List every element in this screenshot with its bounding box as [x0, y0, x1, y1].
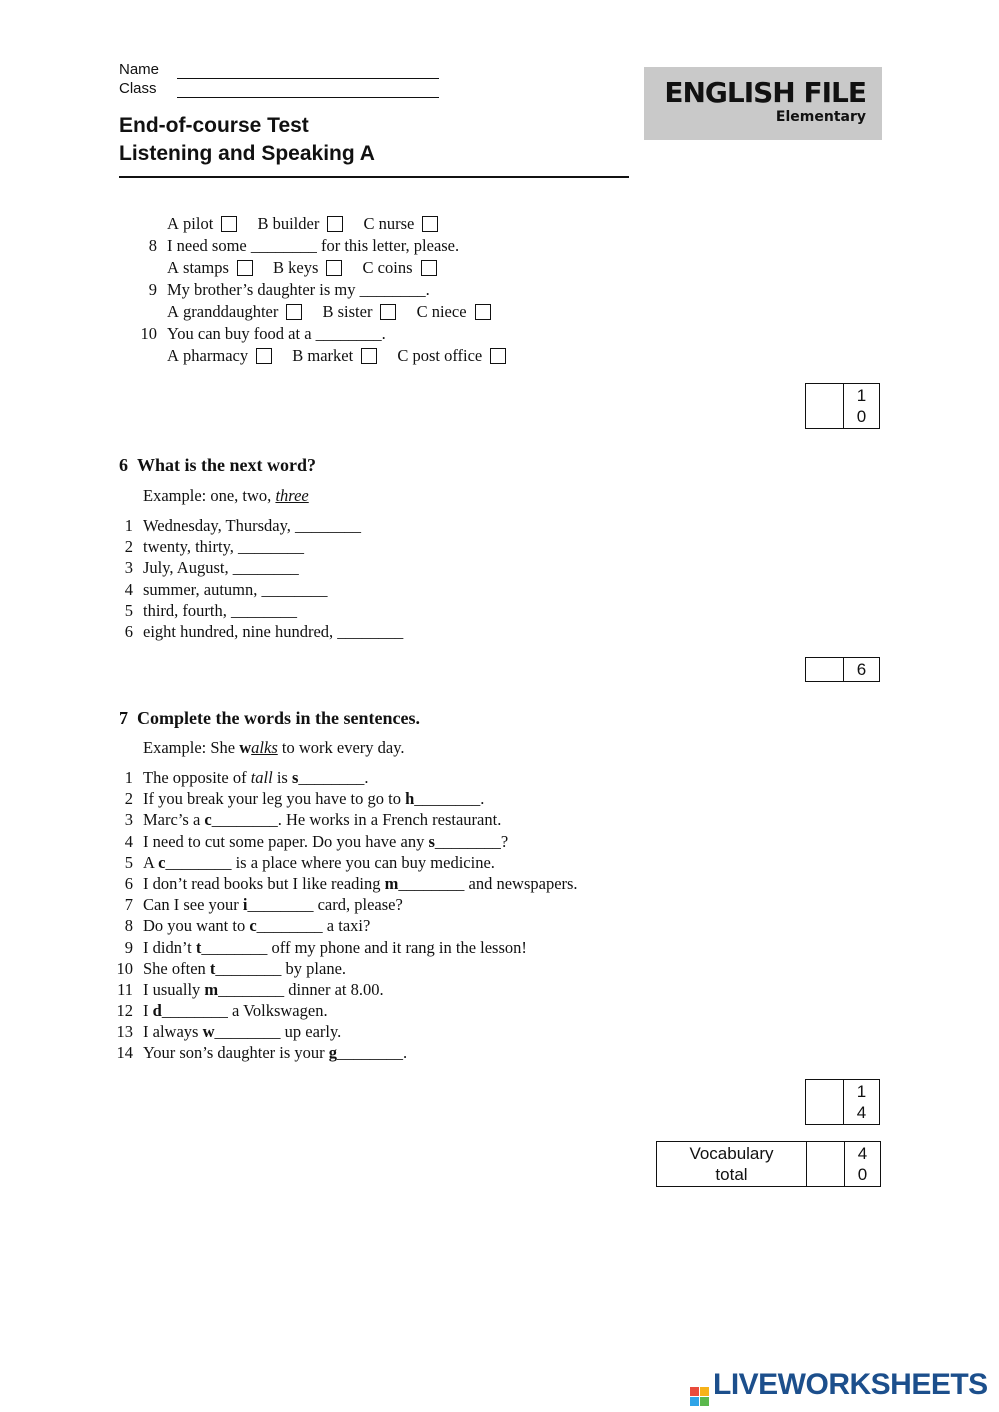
answer-letter: m	[384, 873, 399, 893]
list-item: 10 She often t________ by plane.	[116, 958, 347, 978]
name-label: Name	[119, 61, 160, 78]
answer-blank[interactable]: ________ a Volkswagen.	[161, 1001, 328, 1021]
answer-letter: s	[291, 768, 299, 787]
answer-letter: c	[249, 916, 257, 936]
logo	[644, 67, 882, 140]
answer-letter: i	[242, 895, 248, 915]
answer-letter: t	[209, 958, 216, 978]
list-item: A pharmacy B market C post office	[119, 345, 522, 367]
score-max: 1 4	[856, 1082, 867, 1122]
list-item: 6 I don’t read books but I like reading m________ and newspapers.	[124, 873, 578, 893]
list-item	[119, 213, 522, 235]
liveworksheets-icon	[690, 1387, 709, 1406]
answer-blank[interactable]: ________.	[337, 1043, 408, 1063]
checkbox[interactable]	[286, 304, 302, 320]
vocab-total-label: Vocabulary total	[657, 1142, 807, 1186]
section6-example: Example: one, two, three	[143, 486, 309, 505]
section6-score-box	[805, 657, 880, 682]
list-item: 8 Do you want to c________ a taxi?	[124, 916, 371, 936]
list-item: 1 Wednesday, Thursday, ________	[124, 516, 362, 535]
list-item: 6 eight hundred, nine hundred, ________	[124, 621, 404, 641]
page-title-line1: End-of-course Test	[119, 114, 309, 137]
answer-blank[interactable]: ________ and newspapers.	[398, 873, 578, 893]
checkbox[interactable]	[237, 260, 253, 276]
liveworksheets-text: LIVEWORKSHEETS	[713, 1368, 988, 1401]
name-line[interactable]	[177, 78, 439, 79]
section6-heading: 6 What is the next word?	[119, 455, 316, 475]
page-title-line2: Listening and Speaking A	[119, 142, 375, 165]
score-input[interactable]	[807, 1142, 845, 1186]
list-item: A stamps B keys C coins	[119, 257, 522, 279]
class-label: Class	[119, 80, 157, 97]
answer-letter: h	[405, 789, 415, 809]
answer-blank[interactable]: ________?	[434, 831, 509, 851]
score-max: 1 0	[856, 386, 867, 426]
section7-heading: 7 Complete the words in the sentences.	[119, 708, 420, 728]
answer-blank[interactable]: ________ by plane.	[215, 958, 347, 978]
section7-score-box	[805, 1079, 880, 1125]
checkbox[interactable]	[326, 260, 342, 276]
checkbox[interactable]	[327, 216, 343, 232]
score-max: 4 0	[857, 1144, 868, 1184]
list-item: 10 You can buy food at a ________.	[140, 324, 386, 343]
answer-blank[interactable]: ________.	[298, 768, 369, 787]
logo-sub-text: Elementary	[775, 109, 866, 125]
vocab-total-box	[656, 1141, 881, 1187]
answer-letter: g	[328, 1043, 338, 1063]
answer-blank[interactable]: ________ off my phone and it rang in the lesson!	[201, 937, 527, 957]
answer-letter: d	[152, 1001, 162, 1021]
list-item: 7 Can I see your i________ card, please?	[124, 895, 403, 915]
list-item: 3 July, August, ________	[124, 558, 299, 578]
answer-blank[interactable]: ________. He works in a French restaurant.	[211, 810, 502, 830]
list-item: 1 The opposite of tall is s________.	[124, 768, 369, 787]
score-max: 6	[856, 660, 867, 679]
score-input[interactable]	[806, 658, 844, 681]
answer-blank[interactable]: ________ is a place where you can buy medicine.	[165, 852, 495, 872]
checkbox[interactable]	[422, 216, 438, 232]
option-b: B builder	[257, 213, 343, 235]
list-item: 2 If you break your leg you have to go to h________.	[124, 789, 485, 809]
score-input[interactable]	[806, 1080, 844, 1124]
list-item: 11 I usually m________ dinner at 8.00.	[117, 979, 384, 999]
list-item: 14 Your son’s daughter is your g________.	[116, 1043, 408, 1063]
list-item: A granddaughter B sister C niece	[119, 301, 522, 323]
list-item: 4 summer, autumn, ________	[124, 579, 328, 599]
checkbox[interactable]	[475, 304, 491, 320]
answer-blank[interactable]: ________.	[414, 789, 485, 809]
score-input[interactable]	[806, 384, 844, 428]
answer-letter: s	[428, 831, 435, 851]
option-a: A pilot	[167, 213, 237, 235]
checkbox[interactable]	[361, 348, 377, 364]
answer-blank[interactable]: ________ a taxi?	[256, 916, 371, 936]
answer-letter: t	[195, 937, 202, 957]
list-item: 12 I d________ a Volkswagen.	[116, 1001, 328, 1021]
section6-items	[95, 515, 403, 642]
answer-letter: w	[202, 1022, 215, 1042]
logo-main-text: ENGLISH FILE	[664, 76, 866, 109]
list-item: 9 I didn’t t________ off my phone and it rang in the lesson!	[124, 937, 527, 957]
option-c: C nurse	[363, 213, 438, 235]
class-line[interactable]	[177, 97, 439, 98]
section7-items	[95, 767, 578, 1064]
list-item: 5 A c________ is a place where you can buy medicine.	[124, 852, 495, 872]
answer-letter: c	[158, 852, 166, 872]
answer-letter: c	[204, 810, 212, 830]
list-item: 5 third, fourth, ________	[124, 600, 297, 620]
answer-blank[interactable]: ________ dinner at 8.00.	[218, 979, 384, 999]
section5-items	[119, 213, 522, 367]
section7-example: Example: She walks to work every day.	[143, 738, 405, 757]
list-item: 4 I need to cut some paper. Do you have any s________?	[124, 831, 509, 851]
checkbox[interactable]	[421, 260, 437, 276]
liveworksheets-logo	[690, 1368, 988, 1406]
answer-blank[interactable]: ________ card, please?	[247, 895, 403, 915]
section5-score-box	[805, 383, 880, 429]
answer-blank[interactable]: ________ up early.	[214, 1022, 342, 1042]
list-item: 9 My brother’s daughter is my ________.	[148, 280, 430, 299]
list-item: 8 I need some ________ for this letter, please.	[148, 236, 460, 255]
answer-letter: m	[204, 979, 219, 999]
title-divider	[119, 176, 629, 178]
checkbox[interactable]	[256, 348, 272, 364]
list-item: 13 I always w________ up early.	[116, 1022, 342, 1042]
checkbox[interactable]	[490, 348, 506, 364]
checkbox[interactable]	[221, 216, 237, 232]
list-item: 3 Marc’s a c________. He works in a French restaurant.	[124, 810, 502, 830]
list-item: 2 twenty, thirty, ________	[124, 537, 305, 557]
checkbox[interactable]	[380, 304, 396, 320]
